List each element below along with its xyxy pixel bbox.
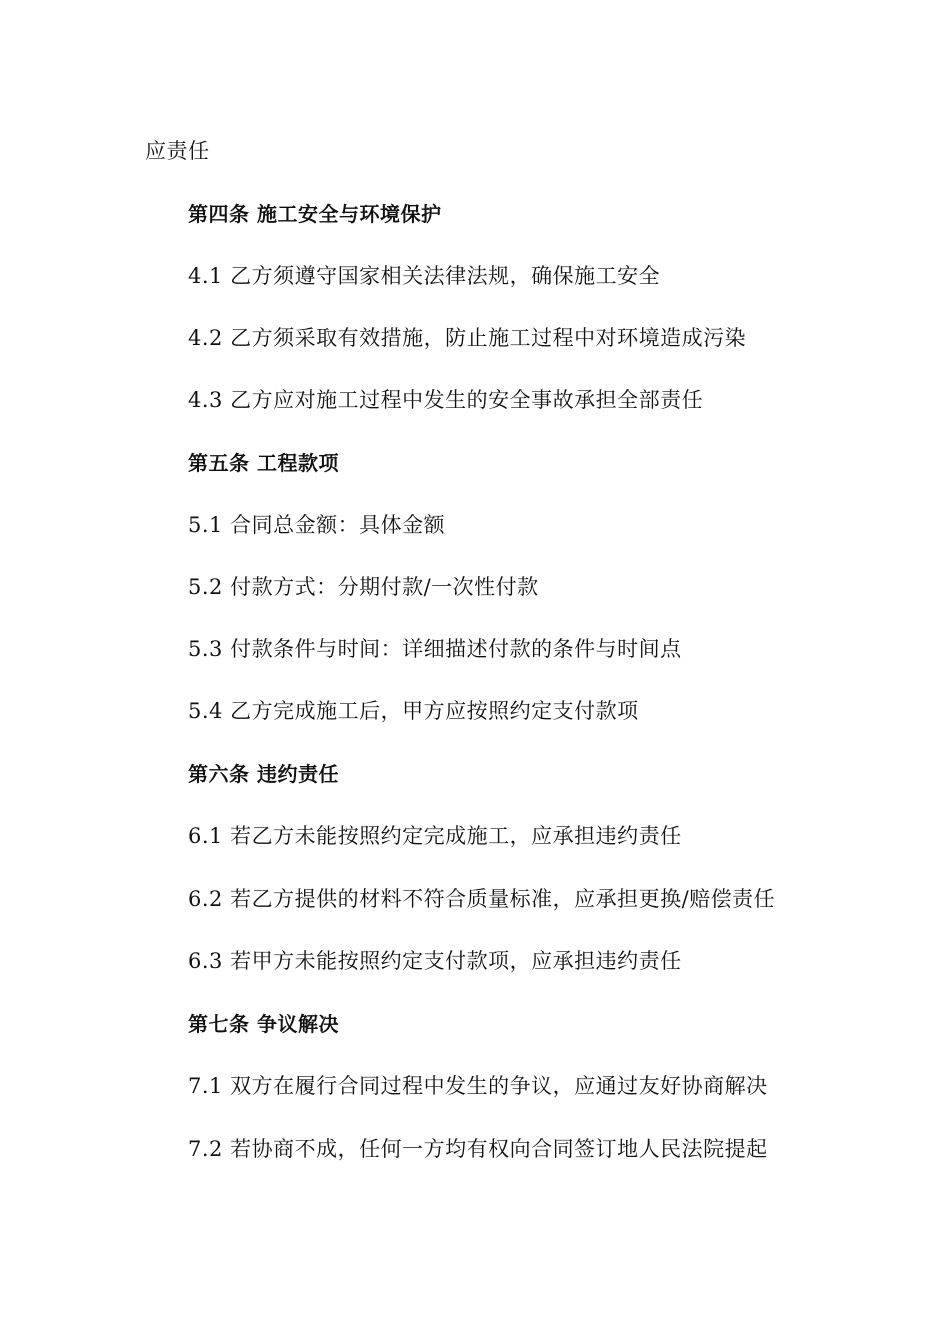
clause-6-2: 6.2 若乙方提供的材料不符合质量标准，应承担更换/赔偿责任 bbox=[188, 887, 776, 911]
section-heading-4: 第四条 施工安全与环境保护 bbox=[188, 202, 442, 226]
clause-4-1: 4.1 乙方须遵守国家相关法律法规，确保施工安全 bbox=[188, 264, 661, 288]
clause-5-2: 5.2 付款方式：分期付款/一次性付款 bbox=[188, 575, 539, 599]
clause-6-3: 6.3 若甲方未能按照约定支付款项，应承担违约责任 bbox=[188, 949, 682, 973]
clause-7-1: 7.1 双方在履行合同过程中发生的争议，应通过友好协商解决 bbox=[188, 1074, 768, 1098]
clause-6-1: 6.1 若乙方未能按照约定完成施工，应承担违约责任 bbox=[188, 824, 682, 848]
clause-4-2: 4.2 乙方须采取有效措施，防止施工过程中对环境造成污染 bbox=[188, 326, 747, 350]
continuation-text: 应责任 bbox=[145, 139, 210, 163]
clause-5-4: 5.4 乙方完成施工后，甲方应按照约定支付款项 bbox=[188, 699, 639, 723]
clause-5-1: 5.1 合同总金额：具体金额 bbox=[188, 513, 446, 537]
clause-5-3: 5.3 付款条件与时间：详细描述付款的条件与时间点 bbox=[188, 637, 682, 661]
clause-4-3: 4.3 乙方应对施工过程中发生的安全事故承担全部责任 bbox=[188, 388, 704, 412]
clause-7-2: 7.2 若协商不成，任何一方均有权向合同签订地人民法院提起 bbox=[188, 1137, 768, 1161]
section-heading-5: 第五条 工程款项 bbox=[188, 451, 339, 475]
section-heading-6: 第六条 违约责任 bbox=[188, 762, 339, 786]
section-heading-7: 第七条 争议解决 bbox=[188, 1012, 339, 1036]
